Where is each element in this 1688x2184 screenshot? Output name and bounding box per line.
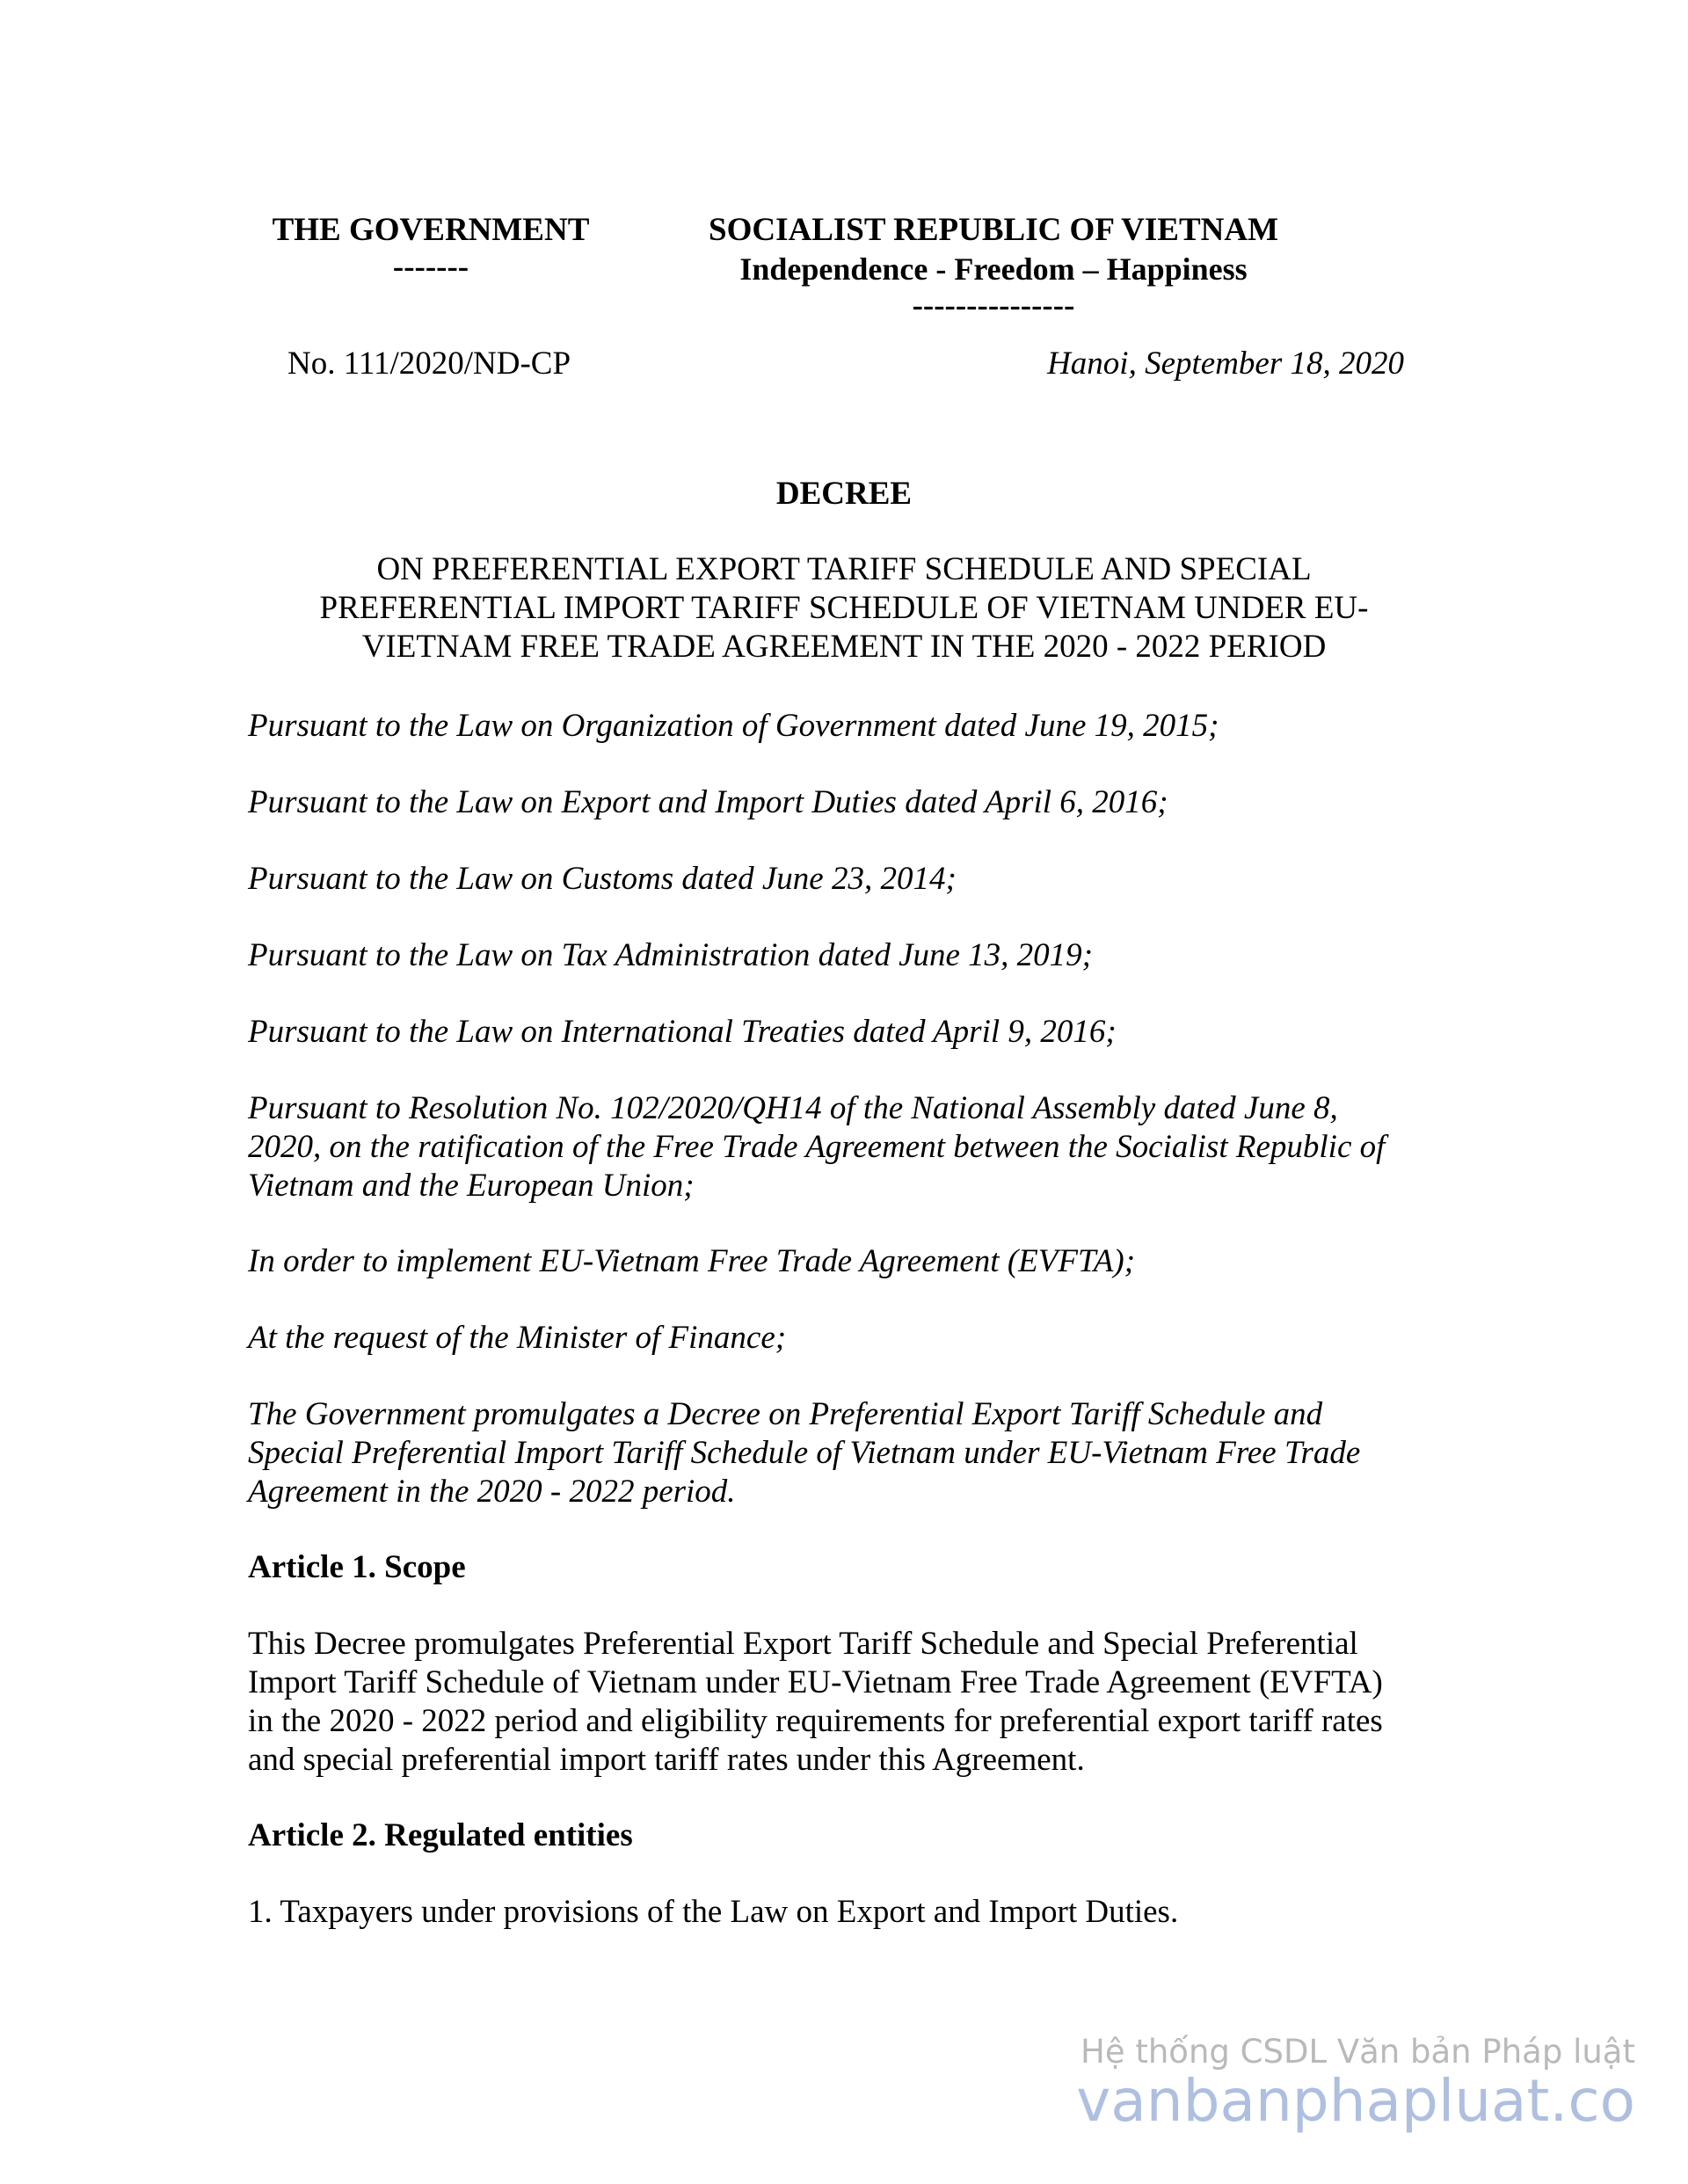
document-title: DECREE bbox=[775, 476, 913, 512]
watermark-site: vanbanphapluat.co bbox=[1076, 2067, 1635, 2135]
subtitle-line: ON PREFERENTIAL EXPORT TARIFF SCHEDULE AND SPECIAL bbox=[376, 551, 1312, 587]
preamble-law-on-organization bbox=[248, 707, 1444, 746]
preamble-law-on-duties bbox=[248, 783, 1444, 822]
article-line: in the 2020 - 2022 period and eligibility requirements for preferential export tariff rates bbox=[248, 1703, 1383, 1739]
issuing-agency-block bbox=[255, 211, 607, 285]
article-2-heading: Article 2. Regulated entities bbox=[248, 1817, 633, 1853]
agency-rule: ------- bbox=[392, 249, 469, 285]
preamble-line: Pursuant to Resolution No. 102/2020/QH14 of the National Assembly dated June 8, bbox=[248, 1090, 1338, 1126]
watermark-caption: Hệ thống CSDL Văn bản Pháp luật bbox=[1080, 2033, 1635, 2071]
national-motto: Independence - Freedom – Happiness bbox=[739, 251, 1248, 287]
country-name: SOCIALIST REPUBLIC OF VIETNAM bbox=[709, 212, 1278, 248]
preamble-line: 2020, on the ratification of the Free Trade Agreement between the Socialist Republic of bbox=[248, 1129, 1386, 1165]
preamble-law-on-tax-administration bbox=[248, 936, 1444, 975]
motto-rule: --------------- bbox=[912, 288, 1075, 324]
document-subtitle bbox=[248, 550, 1440, 666]
preamble-line: Pursuant to the Law on Tax Administration dated June 13, 2019; bbox=[248, 937, 1093, 973]
article-1-body bbox=[248, 1625, 1444, 1780]
preamble-line: The Government promulgates a Decree on Preferential Export Tariff Schedule and bbox=[248, 1396, 1323, 1432]
preamble-line: Vietnam and the European Union; bbox=[248, 1168, 695, 1204]
article-line: Import Tariff Schedule of Vietnam under EU-Vietnam Free Trade Agreement (EVFTA) bbox=[248, 1664, 1383, 1700]
preamble-line: Pursuant to the Law on Customs dated June 23, 2014; bbox=[248, 861, 957, 897]
preamble-line: Pursuant to the Law on Organization of Government dated June 19, 2015; bbox=[248, 708, 1219, 744]
preamble-line: In order to implement EU-Vietnam Free Trade Agreement (EVFTA); bbox=[248, 1243, 1136, 1279]
article-line: This Decree promulgates Preferential Export Tariff Schedule and Special Preferential bbox=[248, 1626, 1358, 1662]
article-line: and special preferential import tariff rates under this Agreement. bbox=[248, 1742, 1085, 1778]
preamble-resolution bbox=[248, 1089, 1444, 1205]
preamble-line: Agreement in the 2020 - 2022 period. bbox=[248, 1474, 736, 1510]
preamble-law-on-customs bbox=[248, 860, 1444, 899]
preamble-line: Special Preferential Import Tariff Schedule of Vietnam under EU-Vietnam Free Trade bbox=[248, 1435, 1361, 1471]
preamble-promulgation bbox=[248, 1395, 1444, 1511]
preamble-minister-request bbox=[248, 1319, 1444, 1358]
subtitle-line: VIETNAM FREE TRADE AGREEMENT IN THE 2020 - 2022 PERIOD bbox=[361, 629, 1327, 665]
article-2-item-1: 1. Taxpayers under provisions of the Law on Export and Import Duties. bbox=[248, 1894, 1179, 1930]
issuing-agency: THE GOVERNMENT bbox=[272, 212, 590, 248]
preamble-law-on-treaties bbox=[248, 1013, 1444, 1052]
preamble-implement-evfta bbox=[248, 1242, 1444, 1281]
place-and-date: Hanoi, September 18, 2020 bbox=[1047, 346, 1404, 382]
preamble-line: Pursuant to the Law on International Treaties dated April 9, 2016; bbox=[248, 1014, 1117, 1050]
subtitle-line: PREFERENTIAL IMPORT TARIFF SCHEDULE OF VIETNAM UNDER EU- bbox=[319, 590, 1369, 626]
document-number: No. 111/2020/ND-CP bbox=[287, 346, 571, 382]
national-title-block bbox=[686, 211, 1301, 324]
article-1-heading: Article 1. Scope bbox=[248, 1549, 466, 1585]
preamble-line: Pursuant to the Law on Export and Import Duties dated April 6, 2016; bbox=[248, 784, 1168, 820]
preamble-line: At the request of the Minister of Finance; bbox=[248, 1320, 787, 1356]
